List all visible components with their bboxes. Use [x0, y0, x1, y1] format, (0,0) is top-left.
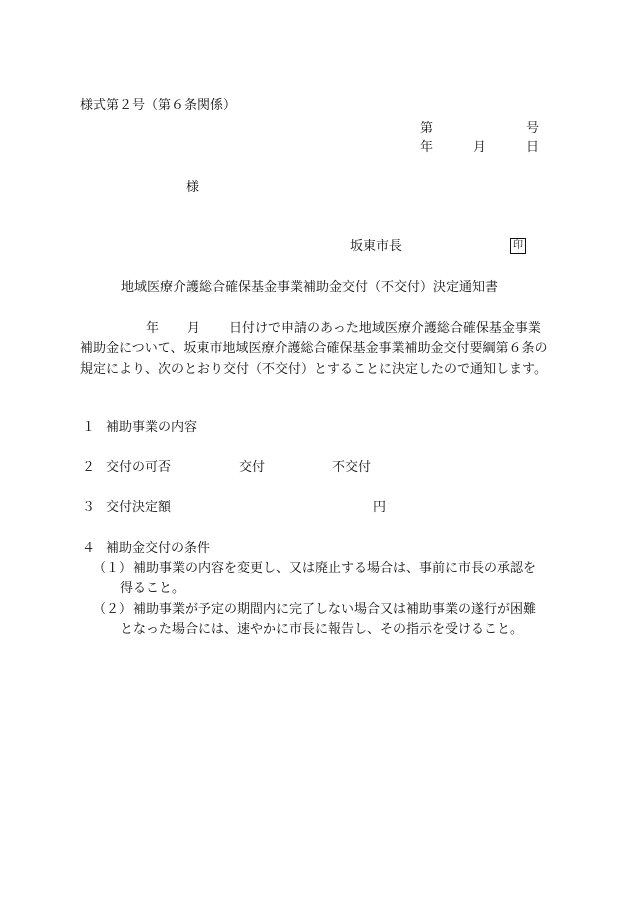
sender-title: 坂東市長 [350, 239, 403, 254]
item2-option-grant: 交付 [239, 460, 266, 475]
condition2-line1: 補助事業が予定の期間内に完了しない場合又は補助事業の遂行が困難 [133, 602, 537, 617]
addressee-sama: 様 [186, 180, 200, 195]
item2-label: 交付の可否 [106, 460, 172, 475]
body-line1-rest: 日付けで申請のあった地域医療介護総合確保基金事業 [229, 321, 541, 336]
body-line3: 規定により、次のとおり交付（不交付）とすることに決定したので通知します。 [80, 362, 547, 377]
condition2-line2: となった場合には、速やかに市長に報告し、その指示を受けること。 [120, 622, 524, 637]
date-month: 月 [473, 140, 487, 155]
doc-number-go: 号 [526, 121, 540, 136]
date-year: 年 [420, 140, 434, 155]
item4-label: 補助金交付の条件 [106, 541, 211, 556]
item1-label: 補助事業の内容 [106, 420, 198, 435]
document-title: 地域医療介護総合確保基金事業補助金交付（不交付）決定通知書 [121, 280, 499, 295]
item2-number: ２ [82, 460, 96, 475]
item3-number: ３ [82, 500, 96, 515]
condition2-number: （２） [93, 602, 133, 617]
item3-unit: 円 [373, 500, 387, 515]
condition1-line2: 得ること。 [120, 581, 186, 596]
item4-number: ４ [82, 541, 96, 556]
doc-number-dai: 第 [420, 121, 434, 136]
condition1-number: （１） [93, 561, 133, 576]
form-number: 様式第２号（第６条関係） [80, 98, 237, 113]
item3-label: 交付決定額 [106, 500, 172, 515]
body-month: 月 [187, 321, 201, 336]
condition1-line1: 補助事業の内容を変更し、又は廃止する場合は、事前に市長の承認を [133, 561, 537, 576]
seal-mark: 印 [510, 238, 526, 254]
body-line2: 補助金について、坂東市地域医療介護総合確保基金事業補助金交付要綱第６条の [80, 341, 548, 356]
item2-option-nongrant: 不交付 [332, 460, 372, 475]
date-day: 日 [526, 140, 540, 155]
body-year: 年 [146, 321, 160, 336]
item1-number: １ [82, 420, 96, 435]
